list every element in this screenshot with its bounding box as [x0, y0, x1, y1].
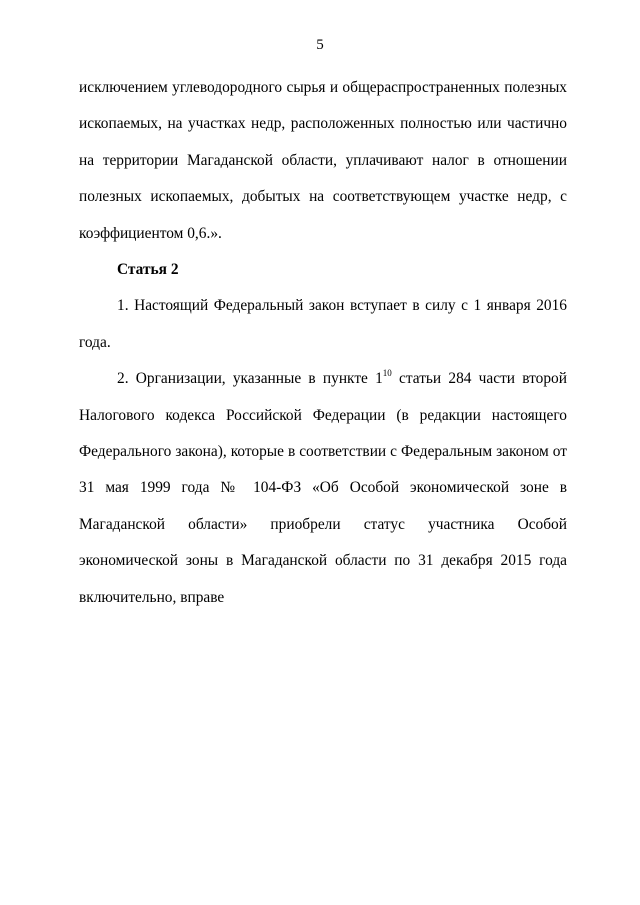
article-heading: Статья 2: [117, 261, 179, 279]
document-body: [79, 70, 567, 616]
paragraph-2-rest: статьи 284 части второй Налогового кодекса Российской Федерации (в редакции настоящего Федерального закона), которые в соответствии с Федеральным законом от 31 мая 1999 года № 104-ФЗ «Об Особой экономической зоне в Магаданской области» приобрели статус участника Особой экономической зоны в Магаданской области по 31 декабря 2015 года включительно, вправе: [79, 370, 567, 606]
page-number: 5: [316, 37, 324, 53]
paragraph-2-start: 2. Организации, указанные в пункте 1: [117, 370, 383, 388]
superscript-reference: 10: [382, 368, 392, 379]
paragraph-continuation: исключением углеводородного сырья и общераспространенных полезных ископаемых, на участках недр, расположенных полностью или частично на территории Магаданской области, уплачивают налог в отношении полезных ископаемых, добытых на соответствующем участке недр, с коэффициентом 0,6.».: [79, 79, 567, 242]
paragraph-2: [79, 361, 567, 616]
paragraph-1: 1. Настоящий Федеральный закон вступает в силу с 1 января 2016 года.: [79, 297, 567, 351]
